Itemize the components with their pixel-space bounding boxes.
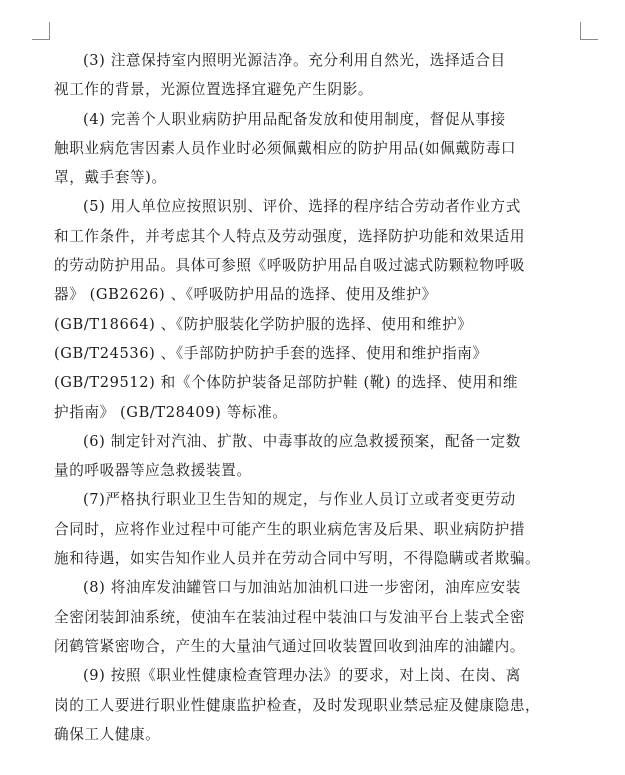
paragraph-line: (9) 按照《职业性健康检查管理办法》的要求，对上岗、在岗、离 bbox=[83, 667, 521, 685]
paragraph-line: 和工作条件，并考虑其个人特点及劳动强度，选择防护功能和效果适用 bbox=[54, 227, 526, 245]
paragraph-line: 量的呼吸器等应急救援装置。 bbox=[54, 462, 252, 480]
paragraph-line: 闭鹤管紧密吻合，产生的大量油气通过回收装置回收到油库的油罐内。 bbox=[54, 637, 526, 655]
page-corner-mark-top-right bbox=[580, 22, 598, 40]
paragraph-item-8 bbox=[54, 573, 586, 661]
paragraph-line: (5) 用人单位应按照识别、评价、选择的程序结合劳动者作业方式 bbox=[83, 198, 521, 216]
paragraph-item-7 bbox=[54, 485, 586, 573]
paragraph-line: (GB/T18664) 、《防护服装化学防护服的选择、使用和维护》 bbox=[54, 315, 473, 333]
paragraph-line: 视工作的背景，光源位置选择宜避免产生阴影。 bbox=[54, 81, 374, 99]
paragraph-line: (4) 完善个人职业病防护用品配备发放和使用制度，督促从事接 bbox=[83, 110, 506, 128]
paragraph-item-5 bbox=[54, 192, 586, 426]
paragraph-item-6 bbox=[54, 427, 586, 486]
document-body bbox=[54, 46, 586, 749]
paragraph-line: 触职业病危害因素人员作业时必须佩戴相应的防护用品(如佩戴防毒口 bbox=[54, 139, 517, 157]
paragraph-line: 罩，戴手套等)。 bbox=[54, 169, 167, 187]
paragraph-line: (GB/T24536) 、《手部防护防护手套的选择、使用和维护指南》 bbox=[54, 344, 488, 362]
paragraph-line: 护指南》 (GB/T28409) 等标准。 bbox=[54, 403, 288, 421]
page-corner-mark-top-left bbox=[32, 22, 50, 40]
paragraph-line: (GB/T29512) 和《个体防护装备足部防护鞋 (靴) 的选择、使用和维 bbox=[54, 374, 519, 392]
paragraph-line: (3) 注意保持室内照明光源洁净。充分利用自然光，选择适合目 bbox=[83, 52, 506, 69]
paragraph-item-4 bbox=[54, 105, 586, 193]
paragraph-line: 合同时，应将作业过程中可能产生的职业病危害及后果、职业病防护措 bbox=[54, 520, 526, 538]
paragraph-line: 器》 (GB2626) 、《呼吸防护用品的选择、使用及维护》 bbox=[54, 286, 437, 304]
paragraph-line: 确保工人健康。 bbox=[54, 725, 161, 743]
paragraph-line: 全密闭装卸油系统，使油车在装油过程中装油口与发油平台上装式全密 bbox=[54, 608, 526, 626]
paragraph-line: 施和待遇，如实告知作业人员并在劳动合同中写明，不得隐瞒或者欺骗。 bbox=[54, 550, 541, 568]
paragraph-line: (8) 将油库发油罐管口与加油站加油机口进一步密闭，油库应安装 bbox=[83, 579, 521, 597]
paragraph-line: 的劳动防护用品。具体可参照《呼吸防护用品自吸过滤式防颗粒物呼吸 bbox=[54, 257, 526, 275]
paragraph-item-3 bbox=[54, 46, 586, 105]
paragraph-line: 岗的工人要进行职业性健康监护检查，及时发现职业禁忌症及健康隐患， bbox=[54, 696, 541, 714]
paragraph-line: (7)严格执行职业卫生告知的规定，与作业人员订立或者变更劳动 bbox=[83, 491, 516, 509]
paragraph-line: (6) 制定针对汽油、扩散、中毒事故的应急救援预案，配备一定数 bbox=[83, 432, 521, 450]
paragraph-item-9 bbox=[54, 661, 586, 749]
